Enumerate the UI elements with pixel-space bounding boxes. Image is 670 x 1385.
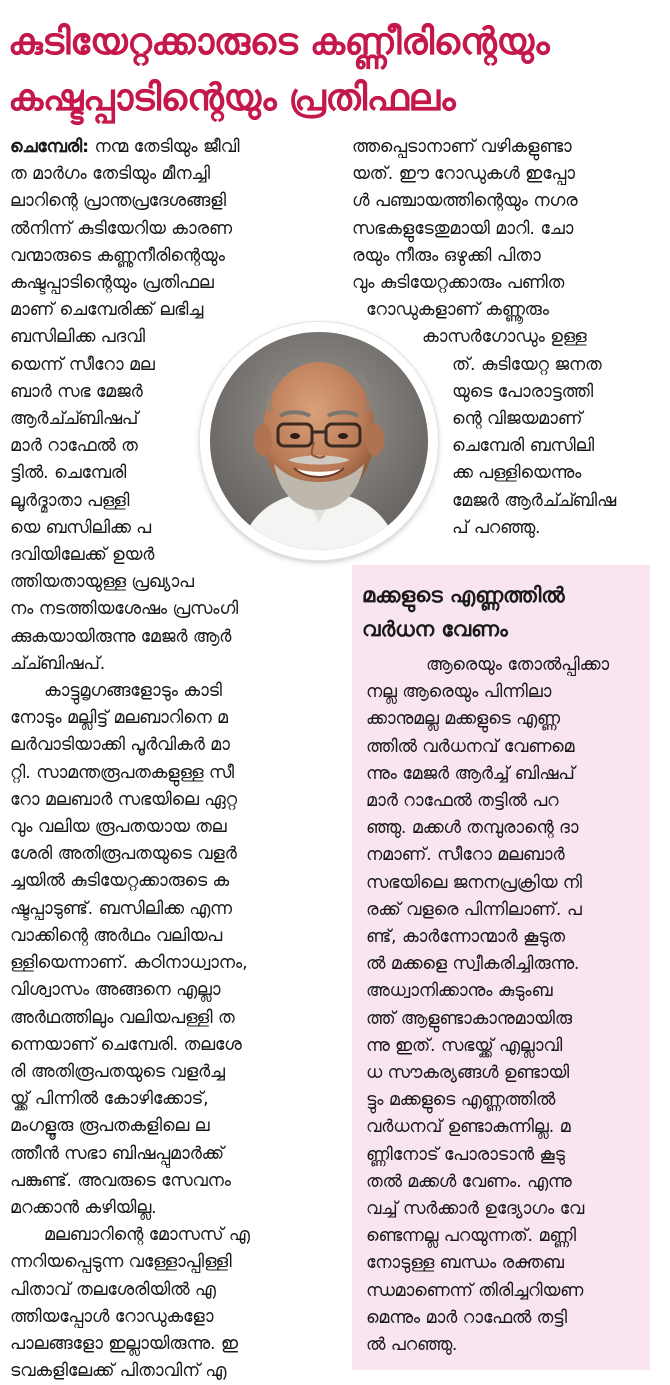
article-line: മേജർ ആർച്ച്ബിഷ xyxy=(452,490,617,511)
article-line: ശേരി അതിരൂപതയുടെ വളർ xyxy=(10,844,237,865)
headline xyxy=(8,14,662,126)
article-line: ത മാർഗം തേടിയും മീനച്ചി xyxy=(10,164,210,185)
article-line: ത്തിയപ്പോൾ റോഡുകളോ xyxy=(10,1306,214,1327)
portrait-photo xyxy=(210,332,428,550)
sidebar-line: ന്ധമാണെന്ന് തിരിച്ചറിയണ xyxy=(366,1280,584,1301)
sidebar-line: ധ സൗകര്യങ്ങൾ ഉണ്ടായി xyxy=(366,1063,570,1084)
article-line: ൽനിന്ന് കുടിയേറിയ കാരണ xyxy=(10,218,232,239)
article-line: വും വലിയ രൂപതയായ തല xyxy=(10,817,227,838)
article-line: പങ്കുണ്ട്. അവരുടെ സേവനം xyxy=(10,1170,231,1191)
article-line: ത്. കുടിയേറ്റ ജനത xyxy=(452,354,602,375)
article-line: ച്ചയിൽ കുടിയേറ്റക്കാരുടെ ക xyxy=(10,871,229,892)
article-line: ടവകളിലേക്ക് പിതാവിന് എ xyxy=(10,1361,227,1382)
article-line: മാർ റാഫേൽ ത xyxy=(10,436,138,457)
article-line: ക്കുകയായിരുന്നു മേജർ ആർ xyxy=(10,626,232,647)
article-line: പിതാവ് തലശേരിയിൽ എ xyxy=(10,1279,216,1300)
article-line: റോഡുകളാണ് കണ്ണൂരും xyxy=(366,300,549,321)
sidebar-line: തൽ മക്കൾ വേണം. എന്നു xyxy=(366,1171,572,1192)
dateline: ചെമ്പേരി: xyxy=(10,137,90,157)
sidebar-line: രക്ക് വളരെ പിന്നിലാണ്. പ xyxy=(366,899,582,920)
sidebar-title-line: മക്കളുടെ എണ്ണത്തിൽ xyxy=(362,583,565,607)
sidebar-line: ന്നും മേജർ ആർച്ച് ബിഷപ് xyxy=(366,763,575,784)
article-line: യ്ക്ക് പിന്നിൽ കോഴിക്കോട്, xyxy=(10,1089,209,1110)
sidebar-line: ണ്ണിനോട് പോരാടാൻ കൂടു xyxy=(366,1144,565,1165)
article-line-text: നന്മ തേടിയും ജീവി xyxy=(89,137,240,157)
article-line: യുടെ പോരാട്ടത്തി xyxy=(452,381,594,402)
sidebar-line: ഞ്ഞു. മക്കൾ തമ്പുരാന്റെ ദാ xyxy=(366,818,579,839)
article-line: രി അതിരൂപതയുടെ വളർച്ച xyxy=(10,1061,225,1082)
article-line: യെ ബസിലിക്ക പ xyxy=(10,517,151,538)
article-line: ദവിയിലേക്ക് ഉയർ xyxy=(10,545,155,566)
sidebar-line: മാർ റാഫേൽ തട്ടിൽ പറ xyxy=(366,791,559,812)
article-line: ബസിലിക്ക പദവി xyxy=(10,327,146,348)
sidebar-title xyxy=(362,578,648,646)
article-line: പ് പറഞ്ഞു. xyxy=(452,517,541,538)
sidebar-line: ട്ടും മക്കളുടെ എണ്ണത്തിൽ xyxy=(366,1090,556,1111)
sidebar-line: ത്ത് ആളുണ്ടാകാനുമായിരു xyxy=(366,1008,572,1029)
article-line: റോ മലബാർ സഭയിലെ ഏറ്റ xyxy=(10,789,238,810)
sidebar-line: ണ്ടെന്നല്ല പറയുന്നത്. മണ്ണി xyxy=(366,1226,577,1247)
article-line: മലബാറിന്റെ മോസസ് എ xyxy=(44,1225,250,1246)
sidebar-line: ന്നു ഇത്. സഭയ്ക്ക് എല്ലാവി xyxy=(366,1035,563,1056)
sidebar-line: ക്കാനുമല്ല മക്കളുടെ എണ്ണ xyxy=(366,709,560,730)
sidebar-line: ൽ പറഞ്ഞു. xyxy=(366,1335,458,1356)
article-line: യെന്ന് സീറോ മല xyxy=(10,354,155,375)
sidebar-body xyxy=(366,652,648,1359)
article-line: വന്മാരുടെ കണ്ണുനീരിന്റെയും xyxy=(10,245,225,266)
article-line: ഷ്ടപ്പാടുണ്ട്. ബസിലിക്ക എന്ന xyxy=(10,898,232,919)
article-line: യത്. ഈ റോഡുകൾ ഇപ്പോ xyxy=(352,164,575,185)
article-line: കാസർഗോഡും ഉള്ള xyxy=(422,327,587,348)
article-line: ത്തിയതായുള്ള പ്രഖ്യാപ xyxy=(10,572,194,593)
article-line: ന്നറിയപ്പെടുന്ന വള്ളോപ്പിള്ളി xyxy=(10,1252,232,1273)
sidebar-line: ആരെയും തോൽപ്പിക്കാ xyxy=(426,655,610,675)
article-line: രയും നീരും ഒഴുക്കി പിതാ xyxy=(352,245,541,266)
article-line: വും കുടിയേറ്റക്കാരും പണിത xyxy=(352,273,565,294)
sidebar-line: നമാണ്. സീറോ മലബാർ xyxy=(366,845,565,866)
article-line: മാണ് ചെമ്പേരിക്ക് ലഭിച്ച xyxy=(10,300,204,321)
article-line: നം നടത്തിയശേഷം പ്രസംഗി xyxy=(10,599,239,620)
sidebar-line: മെന്നും മാർ റാഫേൽ തട്ടി xyxy=(366,1307,567,1328)
article-line: ൾ പഞ്ചായത്തിന്റെയും നഗര xyxy=(352,191,578,212)
article-line: ള്ളിയെന്നാണ്. കഠിനാധ്വാനം, xyxy=(10,953,248,974)
portrait-illustration xyxy=(210,332,428,550)
article-line: ന്റെ വിജയമാണ് xyxy=(452,409,583,430)
article-line xyxy=(10,134,328,161)
article-line: ട്ടിൽ. ചെമ്പേരി xyxy=(10,463,127,484)
sidebar-line: ത്തിൽ വർധനവ് വേണമെ xyxy=(366,736,575,757)
sidebar-title-line: വർധന വേണം xyxy=(362,617,508,641)
sidebar-line: സഭയിലെ ജനനപ്രക്രിയ നി xyxy=(366,872,582,893)
article-line: വിശ്വാസം അങ്ങനെ എല്ലാ xyxy=(10,980,221,1001)
article-line: ലൂർദ്മാതാ പള്ളി xyxy=(10,490,130,511)
article-line: സഭകളുടേതുമായി മാറി. ചോ xyxy=(352,218,574,239)
article-line: ലർവാടിയാക്കി പൂർവികർ മാ xyxy=(10,735,230,756)
article-line: ത്തീൻ സഭാ ബിഷപ്പുമാർക്ക് xyxy=(10,1143,224,1164)
headline-line: കുടിയേറ്റക്കാരുടെ കണ്ണീരിന്റെയും xyxy=(8,20,550,63)
sidebar-line: അധ്വാനിക്കാനും കുടുംബ xyxy=(366,981,553,1002)
article-line: ചെമ്പേരി ബസിലി xyxy=(452,436,595,457)
article-line: റ്റി. സാമന്തരൂപതകളുള്ള സീ xyxy=(10,762,235,783)
article-line: അർഥത്തിലും വലിയപള്ളി ത xyxy=(10,1007,235,1028)
article-line: ക്ക പള്ളിയെന്നും xyxy=(452,463,582,484)
sidebar-line: വർധനവ് ഉണ്ടാകുന്നില്ല. മ xyxy=(366,1117,571,1138)
article-line: കാട്ടുമൃഗങ്ങളോടും കാടി xyxy=(44,681,222,702)
article-line: ലാറിന്റെ പ്രാന്തപ്രദേശങ്ങളി xyxy=(10,191,227,212)
article-line: നോടും മല്ലിട്ട് മലബാറിനെ മ xyxy=(10,708,228,729)
article-line: കഷ്ടപ്പാടിന്റെയും പ്രതിഫല xyxy=(10,273,214,294)
article-line: പാലങ്ങളോ ഇല്ലായിരുന്നു. ഇ xyxy=(10,1333,238,1354)
article-line: വാക്കിന്റെ അർഥം വലിയപ xyxy=(10,925,223,946)
article-line: ന്നെയാണ് ചെമ്പേരി. തലശേ xyxy=(10,1034,242,1055)
sidebar-line: നല്ല ആരെയും പിന്നിലാ xyxy=(366,682,552,703)
sidebar-line: നോടുള്ള ബന്ധം രക്തബ xyxy=(366,1253,564,1274)
sidebar-line: ൽ മക്കളെ സ്വീകരിച്ചിരുന്നു. xyxy=(366,954,580,975)
sidebar-line: ണ്ട്, കാർന്നോന്മാർ കൂടുത xyxy=(366,927,565,948)
article-line: ആർച്ച്ബിഷപ് xyxy=(10,409,139,430)
article-line: മംഗളൂരു രൂപതകളിലെ ല xyxy=(10,1116,210,1137)
headline-line: കഷ്ടപ്പാടിന്റെയും പ്രതിഫലം xyxy=(8,76,456,119)
article-line: മറക്കാൻ കഴിയില്ല. xyxy=(10,1197,157,1218)
article-line: ത്തപ്പെടാനാണ് വഴികളുണ്ടാ xyxy=(352,137,572,157)
article-line: ച്ച്ബിഷപ്. xyxy=(10,653,106,674)
article-left-column xyxy=(10,134,328,1385)
article-line: ബാർ സഭ മേജർ xyxy=(10,381,143,402)
sidebar-line: വച്ച് സർക്കാർ ഉദ്യോഗം വേ xyxy=(366,1199,585,1220)
